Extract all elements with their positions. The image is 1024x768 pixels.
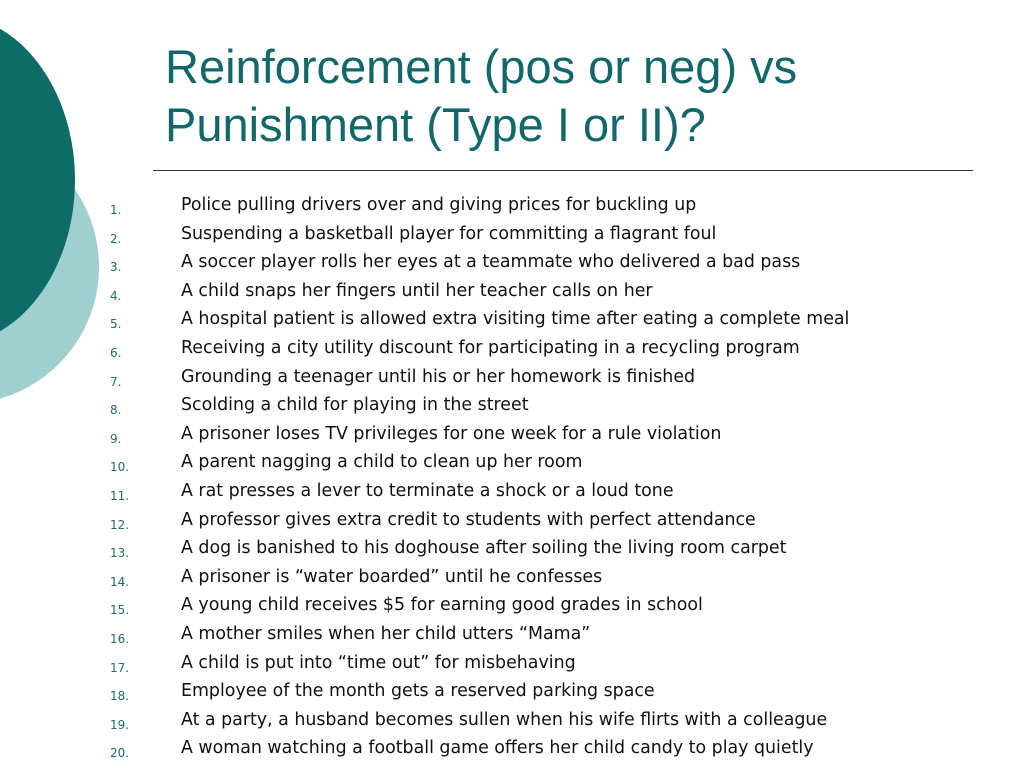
list-item-text: Suspending a basketball player for committing a flagrant foul	[181, 223, 717, 244]
list-item-text: A child snaps her fingers until her teacher calls on her	[181, 280, 653, 301]
list-item	[0, 221, 1000, 250]
list-item	[0, 592, 1000, 621]
list-item	[0, 707, 1000, 736]
list-item-text: A parent nagging a child to clean up her room	[181, 452, 583, 473]
list-item-text: Police pulling drivers over and giving prices for buckling up	[181, 195, 697, 215]
list-item-number: 5.	[110, 317, 122, 332]
list-item-number: 20.	[110, 746, 130, 761]
list-item-text: A rat presses a lever to terminate a shock or a loud tone	[181, 480, 674, 501]
list-item	[0, 392, 1000, 421]
list-item	[0, 478, 1000, 507]
list-item-number: 6.	[110, 345, 122, 360]
list-item-number: 16.	[110, 631, 130, 646]
list-item-number: 1.	[110, 203, 122, 217]
list-item-text: A dog is banished to his doghouse after soiling the living room carpet	[181, 538, 787, 559]
list-item	[0, 449, 1000, 478]
list-item-number: 2.	[110, 231, 122, 246]
title-line-1: Reinforcement (pos or neg) vs	[165, 40, 798, 93]
title-line-2: Punishment (Type I or II)?	[165, 98, 706, 151]
list-item	[0, 249, 1000, 278]
list-item-number: 15.	[110, 603, 130, 618]
list-item-number: 4.	[110, 288, 122, 303]
list-item	[0, 650, 1000, 679]
title-divider	[153, 170, 973, 171]
list-item-number: 10.	[110, 460, 130, 475]
list-item-text: A prisoner is “water boarded” until he confesses	[181, 566, 603, 587]
list-item-number: 7.	[110, 374, 122, 389]
list-item-text: A woman watching a football game offers her child candy to play quietly	[181, 738, 814, 759]
list-item-number: 14.	[110, 574, 130, 589]
list-item-text: A soccer player rolls her eyes at a teammate who delivered a bad pass	[181, 252, 801, 273]
list-item-text: A mother smiles when her child utters “Mama”	[181, 623, 591, 644]
scenario-list	[0, 192, 1000, 764]
list-item	[0, 306, 1000, 335]
list-item-text: A prisoner loses TV privileges for one week for a rule violation	[181, 423, 722, 444]
list-item-text: At a party, a husband becomes sullen when his wife flirts with a colleague	[181, 709, 828, 730]
list-item-number: 13.	[110, 546, 130, 561]
list-item	[0, 364, 1000, 393]
slide-title	[165, 38, 985, 154]
list-item	[0, 535, 1000, 564]
list-item	[0, 278, 1000, 307]
list-item-number: 18.	[110, 689, 130, 704]
list-item-number: 9.	[110, 431, 122, 446]
list-item-number: 3.	[110, 260, 122, 275]
list-item	[0, 421, 1000, 450]
list-item-number: 11.	[110, 488, 130, 503]
list-item-text: Receiving a city utility discount for participating in a recycling program	[181, 337, 800, 358]
list-item	[0, 192, 1000, 221]
list-item-text: Grounding a teenager until his or her homework is finished	[181, 366, 696, 387]
list-item-text: Employee of the month gets a reserved parking space	[181, 681, 655, 702]
list-item	[0, 621, 1000, 650]
list-item-text: A young child receives $5 for earning good grades in school	[181, 595, 703, 616]
list-item-number: 19.	[110, 717, 130, 732]
list-item-number: 17.	[110, 660, 130, 675]
list-item-text: A child is put into “time out” for misbehaving	[181, 652, 576, 673]
list-item	[0, 735, 1000, 764]
list-item-number: 12.	[110, 517, 130, 532]
list-item-text: Scolding a child for playing in the street	[181, 395, 529, 416]
list-item	[0, 335, 1000, 364]
list-item-number: 8.	[110, 403, 122, 418]
list-item	[0, 564, 1000, 593]
list-item	[0, 507, 1000, 536]
list-item	[0, 678, 1000, 707]
list-item-text: A professor gives extra credit to students with perfect attendance	[181, 509, 756, 530]
list-item-text: A hospital patient is allowed extra visiting time after eating a complete meal	[181, 309, 850, 330]
